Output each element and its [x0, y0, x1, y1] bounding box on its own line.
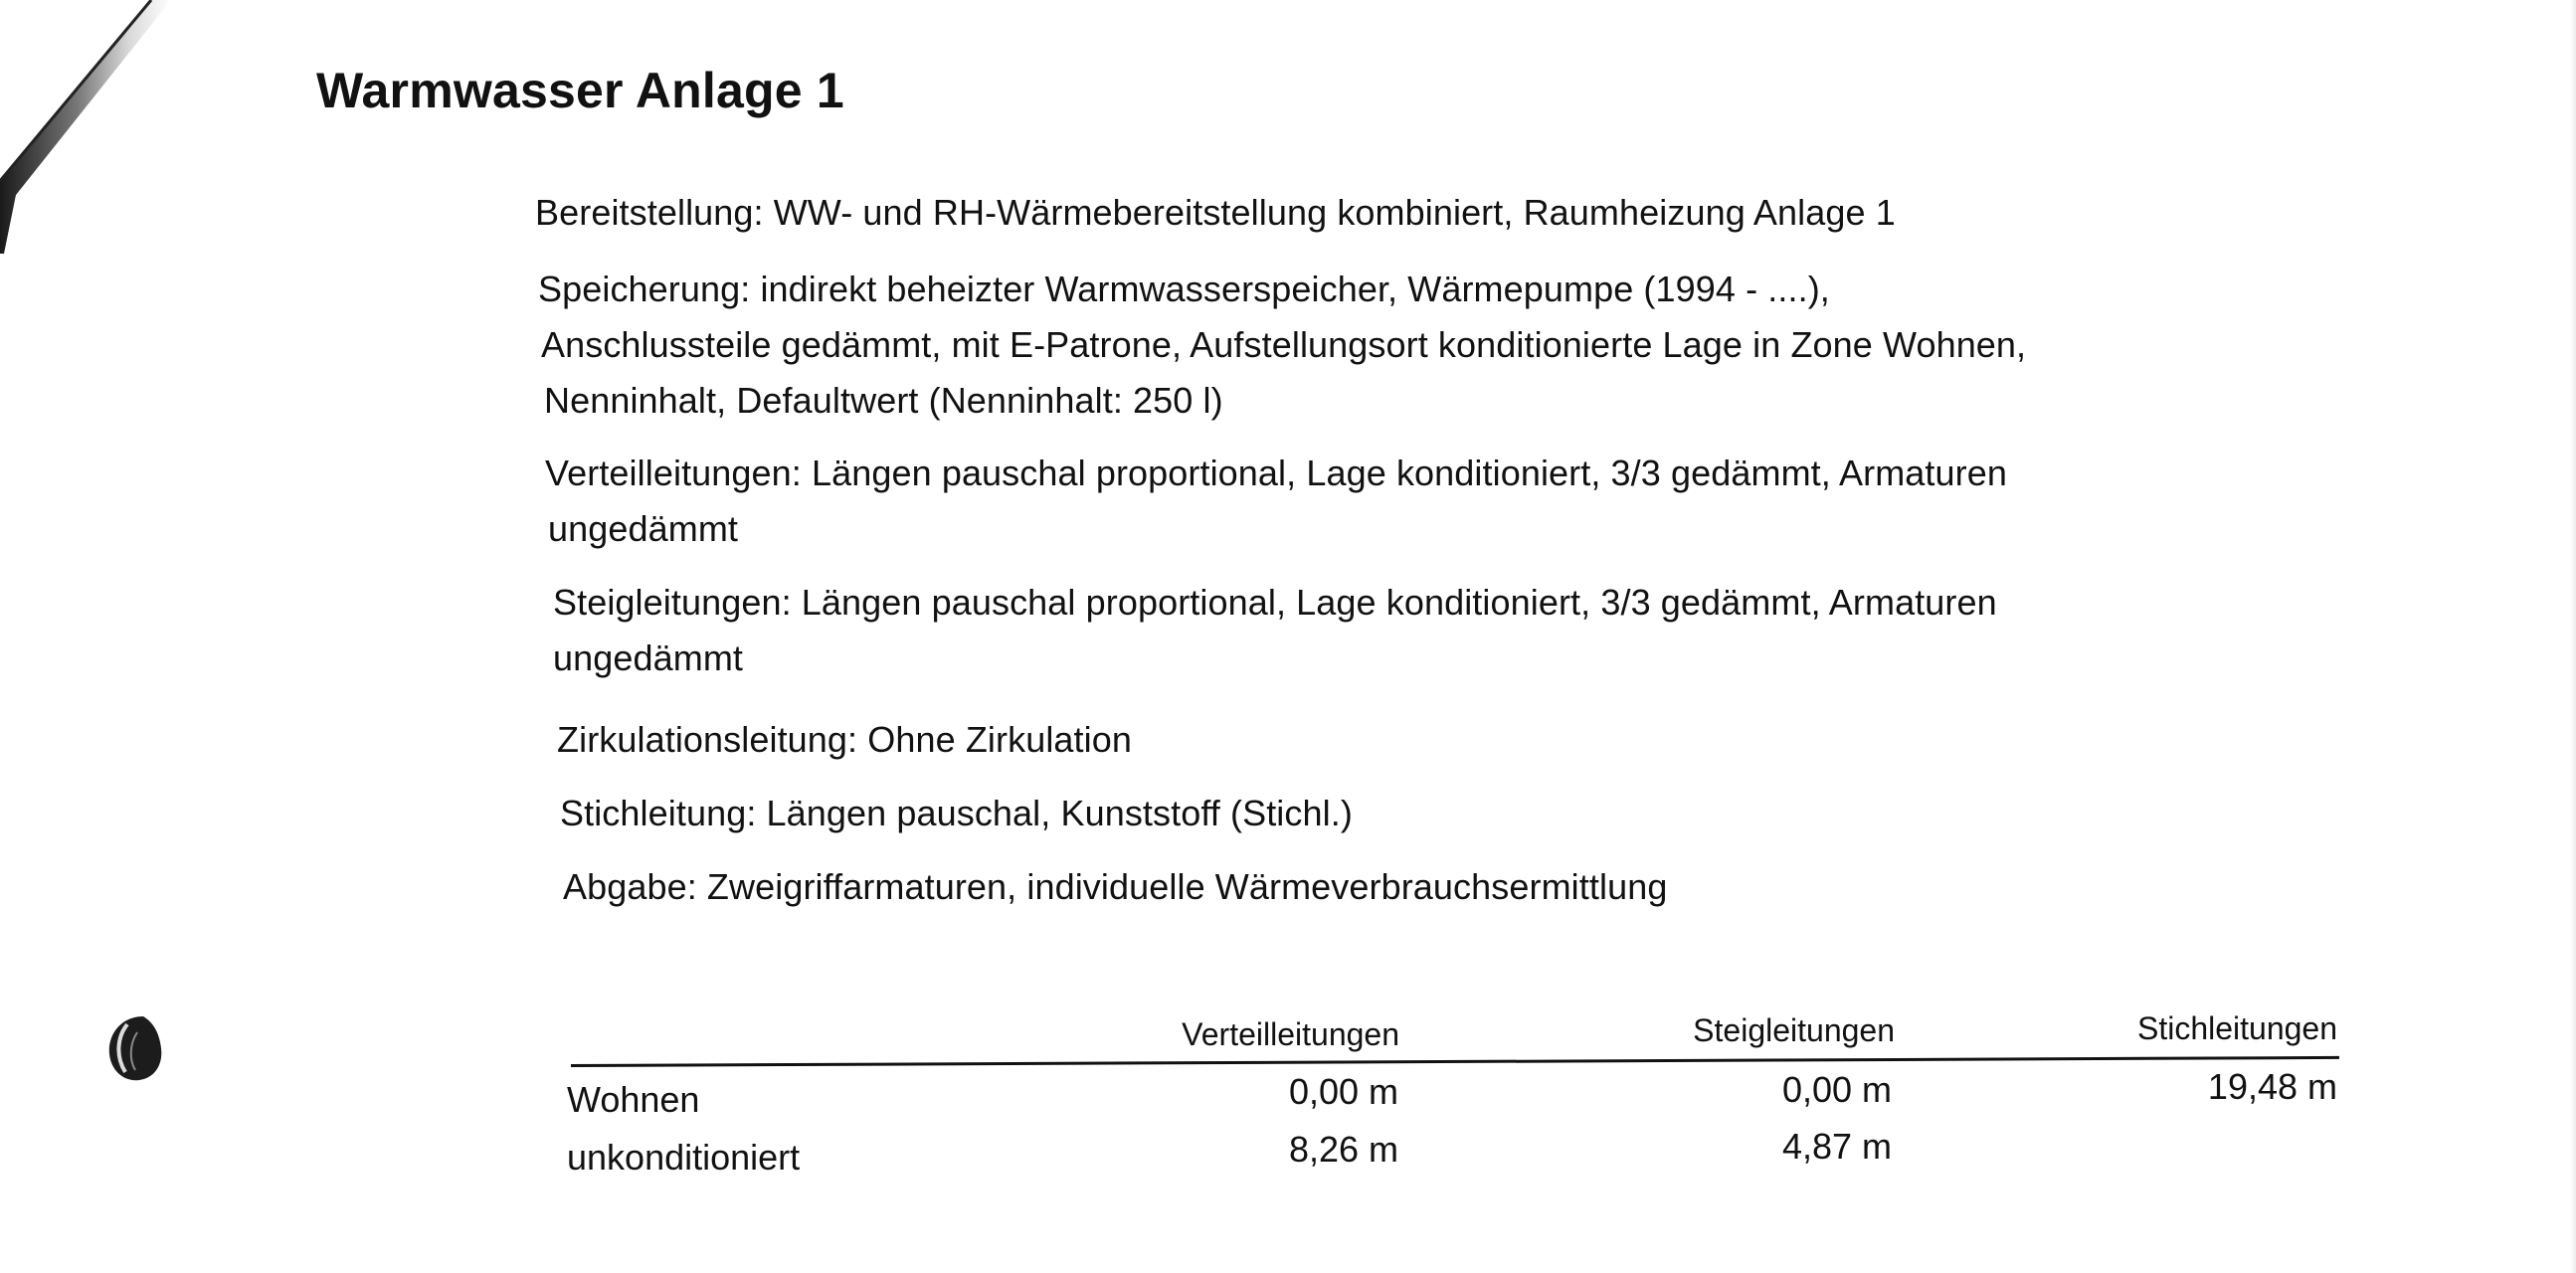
scan-right-edge: [2570, 0, 2576, 1273]
scan-edge-shadow: [0, 0, 199, 269]
cell-unkonditioniert-steigleitungen: 4,87 m: [1781, 1126, 1892, 1167]
column-header-verteilleitungen: Verteilleitungen: [1182, 1016, 1399, 1052]
paragraph-line: Zirkulationsleitung: Ohne Zirkulation: [557, 719, 1132, 760]
paragraph-line: ungedämmt: [553, 637, 744, 678]
row-label-wohnen: Wohnen: [567, 1079, 700, 1120]
cell-wohnen-steigleitungen: 0,00 m: [1781, 1069, 1892, 1110]
paragraph-line: ungedämmt: [548, 508, 739, 549]
paragraph-steigleitungen: [553, 575, 1997, 686]
paragraph-abgabe: [563, 859, 1667, 915]
row-label-unkonditioniert: unkonditioniert: [567, 1137, 801, 1178]
paragraph-line: Speicherung: indirekt beheizter Warmwasserspeicher, Wärmepumpe (1994 - ....),: [538, 269, 1830, 309]
paragraph-line: Stichleitung: Längen pauschal, Kunststoff (Stichl.): [560, 793, 1353, 833]
paragraph-line: Anschlussteile gedämmt, mit E-Patrone, Aufstellungsort konditionierte Lage in Zone Wohnen,: [541, 324, 2027, 365]
cell-wohnen-verteilleitungen: 0,00 m: [1288, 1071, 1398, 1112]
cell-wohnen-stichleitungen: 19,48 m: [2207, 1066, 2337, 1107]
paragraph-line: Abgabe: Zweigriffarmaturen, individuelle Wärmeverbrauchsermittlung: [563, 866, 1668, 907]
paragraph-bereitstellung: [535, 185, 1896, 241]
punch-hole-mark: [103, 1010, 165, 1086]
paragraph-line: Steigleitungen: Längen pauschal proportional, Lage konditioniert, 3/3 gedämmt, Armaturen: [553, 582, 1997, 623]
cell-unkonditioniert-verteilleitungen: 8,26 m: [1288, 1129, 1398, 1170]
column-header-steigleitungen: Steigleitungen: [1693, 1012, 1895, 1048]
page-title: Warmwasser Anlage 1: [316, 63, 844, 118]
paragraph-line: Bereitstellung: WW- und RH-Wärmebereitstellung kombiniert, Raumheizung Anlage 1: [535, 192, 1896, 233]
column-header-stichleitungen: Stichleitungen: [2136, 1010, 2337, 1046]
paragraph-zirkulationsleitung: [557, 712, 1132, 768]
paragraph-speicherung: [538, 262, 2026, 429]
paragraph-line: Nenninhalt, Defaultwert (Nenninhalt: 250 l): [544, 380, 1223, 421]
paragraph-line: Verteilleitungen: Längen pauschal proportional, Lage konditioniert, 3/3 gedämmt, Armaturen: [545, 453, 2007, 493]
table-header-rule: [571, 1056, 2339, 1067]
paragraph-stichleitung: [560, 786, 1353, 841]
paragraph-verteilleitungen: [545, 446, 2007, 557]
